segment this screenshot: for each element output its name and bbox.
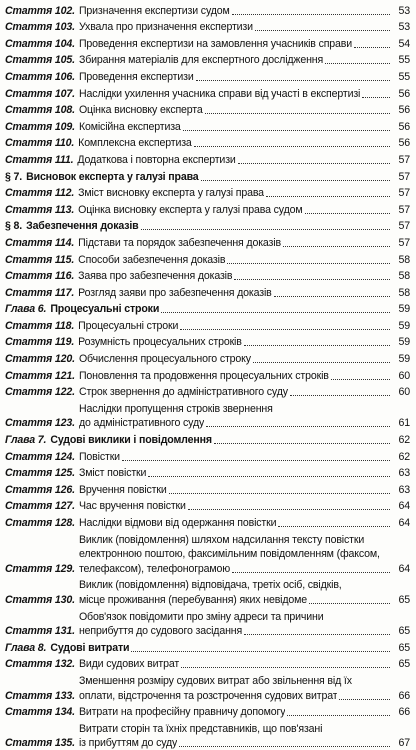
toc-article: [0, 513, 416, 530]
toc-chapter: [0, 638, 416, 655]
toc-article: [0, 233, 416, 250]
dot-leader: [148, 476, 390, 477]
toc-label: Стаття 123.: [5, 417, 75, 430]
page-number: 61: [398, 417, 410, 430]
toc-article: [0, 51, 416, 68]
page-number: 56: [398, 87, 410, 100]
page-number: 56: [398, 104, 410, 117]
toc-label: Стаття 107.: [5, 87, 75, 100]
toc-title-line: Обов'язок повідомити про зміну адреси та причини: [78, 610, 324, 623]
toc-article: [0, 150, 416, 167]
dot-leader: [196, 80, 390, 81]
toc-label: Стаття 130.: [5, 593, 75, 606]
dot-leader: [339, 699, 390, 700]
toc-article: [0, 250, 416, 267]
page-number: 67: [398, 737, 410, 750]
page-number: 58: [398, 270, 410, 283]
toc-article: [0, 480, 416, 497]
toc-label: § 7.: [5, 170, 23, 183]
toc-label: Стаття 119.: [5, 336, 75, 349]
toc-article: [0, 101, 416, 118]
page-number: 54: [398, 37, 410, 50]
toc-title-line: електронною поштою, факсимільним повідомленням (факсом,: [78, 548, 380, 561]
dot-leader: [183, 130, 390, 131]
toc-section: [0, 217, 416, 234]
dot-leader: [180, 329, 390, 330]
toc-title: Підстави та порядок забезпечення доказів: [78, 236, 281, 249]
toc-title: Повістки: [78, 450, 120, 463]
toc-title: Комісійна експертиза: [78, 120, 181, 133]
page-number: 53: [398, 4, 410, 17]
toc-title: Проведення експертизи на замовлення учасників справи: [78, 37, 353, 50]
page-number: 55: [398, 70, 410, 83]
page-number: 60: [398, 369, 410, 382]
toc-label: Глава 7.: [5, 434, 47, 447]
toc-article: [0, 283, 416, 300]
toc-article: [0, 497, 416, 514]
dot-leader: [181, 667, 390, 668]
toc-article: [0, 67, 416, 84]
toc-article: [0, 84, 416, 101]
page-number: 57: [398, 153, 410, 166]
toc-article: [0, 576, 416, 607]
dot-leader: [201, 180, 390, 181]
toc-title: Забезпечення доказів: [26, 220, 139, 233]
toc-article: [0, 464, 416, 481]
toc-title: Строк звернення до адміністративного суду: [78, 386, 288, 399]
toc-title-line: Наслідки пропущення строків звернення: [78, 402, 273, 415]
dot-leader: [188, 509, 390, 510]
page-number: 59: [398, 353, 410, 366]
page-number: 64: [398, 562, 410, 575]
toc-label: Стаття 117.: [5, 286, 75, 299]
toc-article: [0, 383, 416, 400]
toc-label: Стаття 134.: [5, 706, 75, 719]
toc-title: Розгляд заяви про забезпечення доказів: [78, 286, 272, 299]
dot-leader: [206, 426, 390, 427]
toc-label: Стаття 124.: [5, 450, 75, 463]
toc-title: Судові витрати: [50, 641, 130, 654]
toc-article: [0, 447, 416, 464]
toc-title: Висновок експерта у галузі права: [26, 170, 199, 183]
toc-title: Процесуальні строки: [50, 303, 160, 316]
toc-title: Час вручення повістки: [78, 500, 186, 513]
page-number: 64: [398, 517, 410, 529]
toc-label: Стаття 102.: [5, 4, 75, 17]
dot-leader: [244, 345, 390, 346]
toc-label: Стаття 105.: [5, 54, 75, 67]
toc-label: Глава 6.: [5, 303, 47, 316]
page-number: 63: [398, 467, 410, 480]
toc-title: Вручення повістки: [78, 483, 167, 496]
dot-leader: [283, 246, 390, 247]
toc-article: [0, 399, 416, 430]
toc-label: Стаття 103.: [5, 21, 75, 34]
toc-label: Стаття 132.: [5, 658, 75, 671]
toc-title: Додаткова і повторна експертизи: [77, 153, 236, 166]
toc-title: Судові виклики і повідомлення: [50, 434, 212, 447]
toc-label: Стаття 114.: [5, 236, 75, 249]
toc-title: Зміст висновку експерта у галузі права: [78, 187, 264, 200]
page-number: 59: [398, 336, 410, 349]
toc-label: Стаття 128.: [5, 517, 75, 529]
toc-title: Витрати на професійну правничу допомогу: [78, 706, 286, 719]
toc-article: [0, 655, 416, 672]
toc-title: Розумність процесуальних строків: [78, 336, 242, 349]
toc-title: Збирання матеріалів для експертного дослідження: [78, 54, 324, 67]
page-number: 65: [398, 658, 410, 671]
dot-leader: [354, 47, 390, 48]
toc-label: Стаття 110.: [5, 137, 75, 150]
toc-label: Стаття 122.: [5, 386, 75, 399]
page-number: 53: [398, 21, 410, 34]
toc-article: [0, 34, 416, 51]
toc-label: Стаття 135.: [5, 737, 75, 750]
dot-leader: [194, 146, 390, 147]
toc-label: Стаття 133.: [5, 689, 75, 702]
toc-article: [0, 200, 416, 217]
toc-label: Стаття 113.: [5, 203, 75, 216]
page-number: 66: [398, 706, 410, 719]
toc-label: Стаття 127.: [5, 500, 75, 513]
dot-leader: [214, 443, 390, 444]
toc-title: Проведення експертизи: [78, 70, 194, 83]
page-number: 59: [398, 319, 410, 332]
toc-title: Оцінка висновку експерта у галузі права судом: [78, 203, 303, 216]
dot-leader: [234, 279, 390, 280]
toc-article: [0, 366, 416, 383]
dot-leader: [227, 263, 390, 264]
toc-title: Способи забезпечення доказів: [78, 253, 226, 266]
page-number: 62: [398, 450, 410, 463]
toc-article: [0, 349, 416, 366]
toc-title: Наслідки відмови від одержання повістки: [78, 517, 277, 529]
dot-leader: [232, 572, 390, 573]
dot-leader: [290, 395, 390, 396]
toc-article: [0, 671, 416, 702]
dot-leader: [205, 113, 390, 114]
dot-leader: [244, 634, 390, 635]
toc-article: [0, 703, 416, 720]
toc-title-line: до адміністративного суду: [78, 417, 205, 430]
toc-title: Поновлення та продовження процесуальних строків: [78, 369, 329, 382]
toc-label: Стаття 129.: [5, 562, 75, 575]
dot-leader: [309, 603, 390, 604]
page-number: 57: [398, 187, 410, 200]
toc-article: [0, 333, 416, 350]
toc-title-line: Виклик (повідомлення) шляхом надсилання тексту повістки: [78, 533, 365, 546]
toc-title-line: Зменшення розміру судових витрат або звільнення від їх: [78, 674, 352, 687]
toc-label: Стаття 121.: [5, 369, 75, 382]
page-number: 56: [398, 137, 410, 150]
page-number: 57: [398, 236, 410, 249]
toc-section: [0, 167, 416, 184]
dot-leader: [255, 30, 390, 31]
toc-label: Стаття 109.: [5, 120, 75, 133]
dot-leader: [266, 196, 390, 197]
toc-article: [0, 117, 416, 134]
toc-title: Заява про забезпечення доказів: [78, 270, 233, 283]
toc-title: Зміст повістки: [78, 467, 147, 480]
toc-label: Стаття 104.: [5, 37, 75, 50]
toc-title-line: із прибуттям до суду: [78, 737, 178, 750]
page-number: 59: [398, 303, 410, 316]
dot-leader: [141, 229, 390, 230]
dot-leader: [362, 97, 390, 98]
toc-title: Комплексна експертиза: [78, 137, 192, 150]
toc-label: Стаття 112.: [5, 187, 75, 200]
page-number: 56: [398, 120, 410, 133]
toc-title: Призначення експертизи судом: [78, 4, 230, 17]
toc-label: § 8.: [5, 220, 23, 233]
toc-article: [0, 719, 416, 750]
dot-leader: [305, 213, 391, 214]
dot-leader: [253, 362, 390, 363]
page-number: 65: [398, 641, 410, 654]
dot-leader: [169, 493, 390, 494]
toc-article: [0, 530, 416, 576]
table-of-contents: [0, 1, 416, 750]
toc-label: Стаття 120.: [5, 353, 75, 366]
page-number: 63: [398, 483, 410, 496]
dot-leader: [331, 379, 390, 380]
toc-label: Стаття 118.: [5, 319, 75, 332]
toc-article: [0, 267, 416, 284]
dot-leader: [287, 715, 390, 716]
toc-label: Стаття 116.: [5, 270, 75, 283]
toc-title: Оцінка висновку експерта: [78, 104, 203, 117]
toc-title-line: місце проживання (перебування) яких невідоме: [78, 593, 308, 606]
dot-leader: [122, 460, 390, 461]
toc-title-line: оплати, відстрочення та розстрочення судових витрат: [78, 689, 338, 702]
toc-label: Стаття 115.: [5, 253, 75, 266]
page-number: 57: [398, 220, 410, 233]
toc-title: Ухвала про призначення експертизи: [78, 21, 253, 34]
dot-leader: [325, 63, 390, 64]
toc-label: Стаття 111.: [5, 153, 74, 166]
page-number: 58: [398, 253, 410, 266]
dot-leader: [161, 312, 390, 313]
toc-article: [0, 1, 416, 18]
toc-title: Процесуальні строки: [78, 319, 179, 332]
toc-label: Глава 8.: [5, 641, 47, 654]
toc-article: [0, 134, 416, 151]
page-number: 66: [398, 689, 410, 702]
toc-label: Стаття 126.: [5, 483, 75, 496]
dot-leader: [238, 163, 390, 164]
dot-leader: [179, 746, 390, 747]
toc-article: [0, 18, 416, 35]
toc-label: Стаття 106.: [5, 70, 75, 83]
dot-leader: [274, 296, 390, 297]
dot-leader: [278, 526, 390, 527]
toc-article: [0, 607, 416, 638]
toc-title: Наслідки ухилення учасника справи від участі в експертизі: [78, 87, 361, 100]
toc-article: [0, 316, 416, 333]
page-number: 60: [398, 386, 410, 399]
toc-chapter: [0, 300, 416, 317]
toc-title-line: неприбуття до судового засідання: [78, 625, 243, 638]
page-number: 62: [398, 434, 410, 447]
page-number: 57: [398, 203, 410, 216]
toc-label: Стаття 131.: [5, 625, 75, 638]
toc-title: Обчислення процесуального строку: [78, 353, 251, 366]
page-number: 58: [398, 286, 410, 299]
page-number: 65: [398, 593, 410, 606]
toc-chapter: [0, 430, 416, 447]
page-number: 65: [398, 625, 410, 638]
toc-article: [0, 184, 416, 201]
dot-leader: [131, 651, 390, 652]
toc-title: Види судових витрат: [78, 658, 180, 671]
toc-title-line: Виклик (повідомлення) відповідача, третіх осіб, свідків,: [78, 579, 342, 592]
page-number: 55: [398, 54, 410, 67]
page-number: 57: [398, 170, 410, 183]
toc-title-line: Витрати сторін та їхніх представників, що пов'язані: [78, 722, 323, 735]
toc-title-line: телефаксом), телефонограмою: [78, 562, 231, 575]
toc-label: Стаття 108.: [5, 104, 75, 117]
toc-label: Стаття 125.: [5, 467, 75, 480]
page-number: 64: [398, 500, 410, 513]
dot-leader: [232, 14, 390, 15]
